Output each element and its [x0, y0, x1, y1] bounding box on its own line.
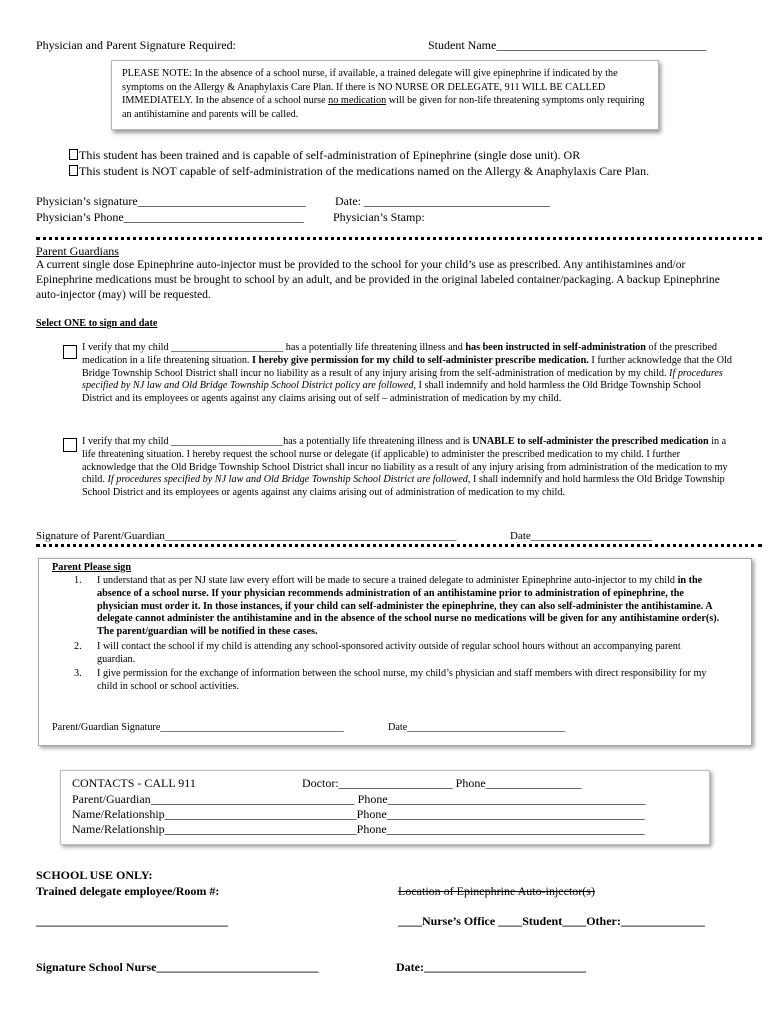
school-nurse-signature-field[interactable]: Signature School Nurse___________________________	[36, 960, 319, 974]
contact-row[interactable]: Parent/Guardian__________________________________ Phone___________________________________________	[72, 792, 646, 806]
section-divider	[36, 237, 762, 240]
school-use-title: SCHOOL USE ONLY:	[36, 868, 153, 882]
injector-location-options[interactable]: ____Nurse’s Office ____Student____Other:______________	[398, 914, 705, 928]
injector-location-label: Location of Epinephrine Auto-injector(s)	[398, 884, 595, 898]
parent-guardians-text: A current single dose Epinephrine auto-injector must be provided to the school for your child’s use as prescribed. Any antihistamines and/or Epinephrine medications must be brought to school by an adult, and be provided in the original labeled container/packaging. A backup Epinephrine auto-injector (may) will be requested.	[36, 258, 720, 301]
contact-row[interactable]: Name/Relationship________________________________Phone___________________________________________	[72, 807, 645, 821]
parent-signature-field[interactable]: Signature of Parent/Guardian_____________________________________________________	[36, 530, 457, 542]
trained-delegate-label: Trained delegate employee/Room #:	[36, 884, 220, 898]
item-1-number: 1.	[74, 575, 82, 586]
delegate-room-field[interactable]: ________________________________	[36, 914, 228, 928]
unable-self-administer-statement: I verify that my child ______________________has a potentially life threatening illness and is UNABLE to self-administer the prescribed medication in a life threatening situation. I hereby request the school nurse or delegate (if applicable) to administer the prescribed medication to my child. I further acknowledge that the Old Bridge Township School District shall incur no liability as a result of any injury arising from administration of the medication to my child. If procedures specified by NJ law and Old Bridge Township School District are followed, I shall indemnify and hold harmless the Old Bridge Township School District and its employees or agents against any claims arising out of administration of medication to my child.	[82, 436, 728, 499]
please-note-box	[111, 60, 659, 130]
item-1-text: I understand that as per NJ state law every effort will be made to secure a trained delegate to administer Epinephrine auto-injector to my child in the absence of a school nurse. If your physician recommends administration of an antihistamine prior to administration of epinephrine, the physician must order it. In those instances, if your child can self-administer the epinephrine, they can also self-administer the antihistamine. A delegate cannot administer the antihistamine and in the absence of the school nurse no medications will be given for any antihistamine order(s). The parent/guardian will be notified in these cases.	[97, 575, 720, 638]
parent-please-sign-heading: Parent Please sign	[52, 562, 132, 573]
parent-guardians-heading: Parent Guardians	[36, 244, 119, 258]
section-divider-2	[36, 544, 762, 547]
contacts-title: CONTACTS - CALL 911	[72, 776, 196, 790]
physician-date-field[interactable]: Date: _______________________________	[335, 194, 550, 208]
physician-capable-label: This student has been trained and is capable of self-administration of Epinephrine (single dose unit). OR	[79, 148, 581, 162]
item-2-text: I will contact the school if my child is attending any school-sponsored activity outside of regular school hours without an accompanying parent guardian.	[97, 641, 681, 665]
physician-capable-checkbox[interactable]	[69, 149, 78, 160]
physician-phone-field[interactable]: Physician’s Phone______________________________	[36, 210, 304, 224]
signature-required-label: Physician and Parent Signature Required:	[36, 38, 236, 52]
item-3-number: 3.	[74, 668, 82, 679]
self-administer-checkbox[interactable]	[63, 345, 77, 359]
unable-self-administer-checkbox[interactable]	[63, 438, 77, 452]
doctor-field[interactable]: Doctor:___________________ Phone________________	[302, 776, 582, 790]
item-2-number: 2.	[74, 641, 82, 652]
school-nurse-date-field[interactable]: Date:___________________________	[396, 960, 586, 974]
select-one-label: Select ONE to sign and date	[36, 318, 158, 329]
physician-signature-field[interactable]: Physician’s signature____________________________	[36, 194, 306, 208]
guardian-date-field[interactable]: Date_______________________________	[388, 722, 566, 733]
guardian-signature-field[interactable]: Parent/Guardian Signature____________________________________	[52, 722, 344, 733]
student-name-field[interactable]: Student Name___________________________________	[428, 38, 707, 52]
contact-row[interactable]: Name/Relationship________________________________Phone___________________________________________	[72, 822, 645, 836]
note-text-end: will be given for non-life threatening symptoms only requiring an antihistamine and parents will be called.	[122, 95, 645, 120]
physician-not-capable-label: This student is NOT capable of self-administration of the medications named on the Allergy & Anaphylaxis Care Plan.	[79, 164, 650, 178]
note-no-medication: no medication	[328, 95, 387, 106]
physician-stamp-label: Physician’s Stamp:	[333, 210, 425, 224]
self-administer-statement: I verify that my child ______________________ has a potentially life threatening illness and has been instructed in self-administration of the prescribed medication in a life threatening situation. I hereby give permission for my child to self-administer prescribe medication. I further acknowledge that the Old Bridge Township School District shall incur no liability as a result of any injury arising from the self-administration of medication by my child. If procedures specified by NJ law and Old Bridge Township School District policy are followed, I shall indemnify and hold harmless the Old Bridge Township School District and its employees or agents against any claims arising out of self – administration of medication by my child.	[82, 342, 732, 405]
parent-date-field[interactable]: Date______________________	[510, 530, 652, 542]
item-3-text: I give permission for the exchange of information between the school nurse, my child’s physician and staff members with direct responsibility for my child in school or school activities.	[97, 668, 707, 692]
note-text: PLEASE NOTE: In the absence of a school nurse, if available, a trained delegate will give epinephrine if indicated by the symptoms on the Allergy & Anaphylaxis Care Plan. If there is NO NURSE OR DELEGATE, 911 WILL BE CALLED IMMEDIATELY. In the absence of a school nurse	[122, 68, 618, 106]
physician-not-capable-checkbox[interactable]	[69, 165, 78, 176]
